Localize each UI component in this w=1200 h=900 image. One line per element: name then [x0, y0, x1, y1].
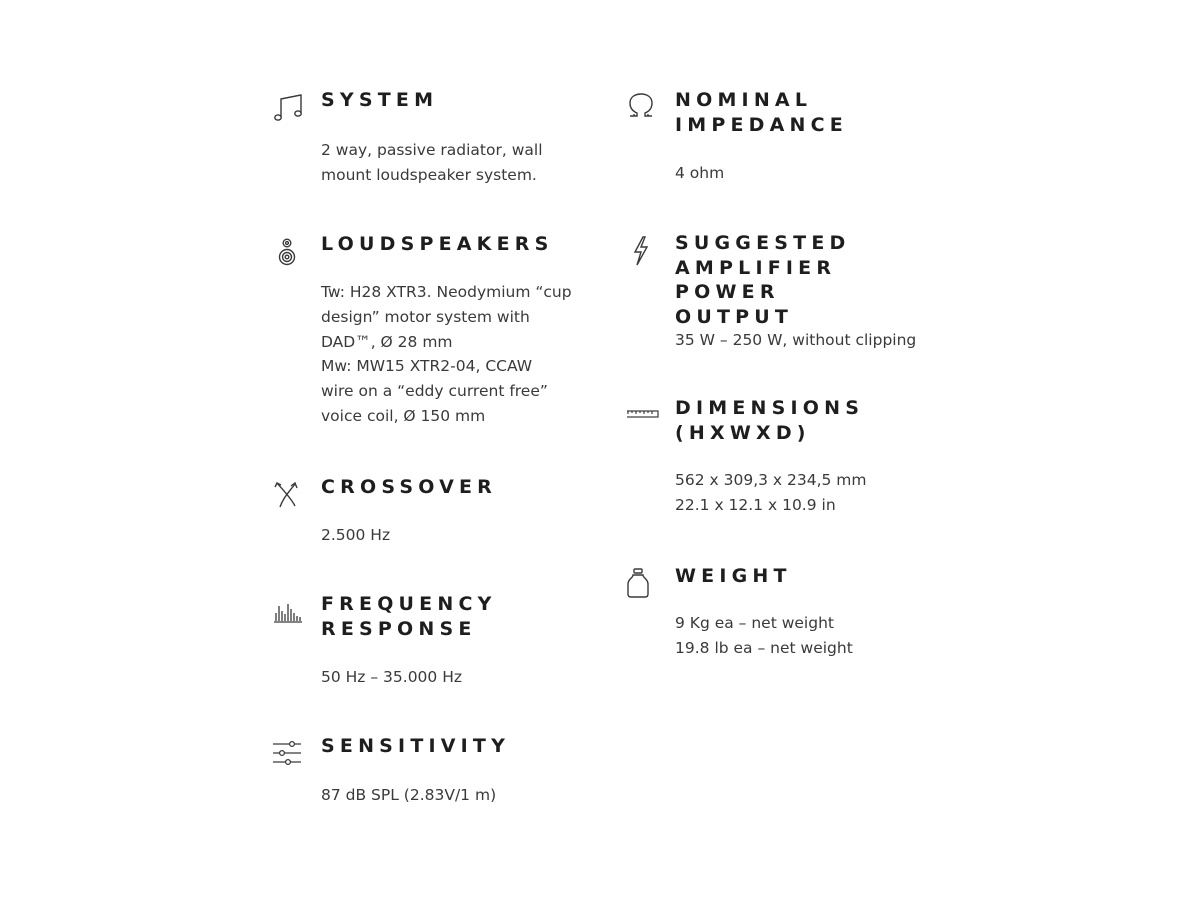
- spec-value: 50 Hz – 35.000 Hz: [321, 668, 462, 686]
- crossover-arrows-icon: [273, 478, 307, 512]
- spec-value: Tw: H28 XTR3. Neodymium “cup design” motor system with DAD™, Ø 28 mm Mw: MW15 XTR2-04, CCAW wire on a “eddy current free” voice coil, Ø 150 mm: [321, 283, 572, 425]
- spec-value: 562 x 309,3 x 234,5 mm 22.1 x 12.1 x 10.9 in: [675, 471, 867, 514]
- spec-title: CROSSOVER: [321, 476, 497, 498]
- spec-title: SYSTEM: [321, 89, 439, 111]
- spec-value: 4 ohm: [675, 164, 725, 182]
- lightning-icon: [627, 235, 661, 269]
- equalizer-bars-icon: [273, 596, 307, 630]
- spec-value: 2.500 Hz: [321, 526, 391, 544]
- spec-title: FREQUENCY RESPONSE: [321, 593, 497, 640]
- spec-title: WEIGHT: [675, 565, 792, 587]
- spec-value: 9 Kg ea – net weight 19.8 lb ea – net weight: [675, 614, 853, 657]
- spec-value: 87 dB SPL (2.83V/1 m): [321, 786, 497, 804]
- omega-icon: [627, 90, 661, 124]
- music-note-icon: [273, 90, 307, 124]
- spec-value: 2 way, passive radiator, wall mount loudspeaker system.: [321, 141, 543, 184]
- spec-title: DIMENSIONS (HXWXD): [675, 397, 865, 444]
- spec-title: NOMINAL IMPEDANCE: [675, 89, 848, 136]
- spec-value: 35 W – 250 W, without clipping: [675, 331, 917, 349]
- weight-icon: [627, 566, 661, 600]
- speaker-icon: [273, 234, 307, 268]
- spec-title: LOUDSPEAKERS: [321, 233, 554, 255]
- ruler-icon: [627, 398, 661, 432]
- sliders-icon: [273, 737, 307, 771]
- spec-title: SENSITIVITY: [321, 735, 511, 757]
- spec-title: SUGGESTED AMPLIFIER POWER OUTPUT: [675, 232, 851, 328]
